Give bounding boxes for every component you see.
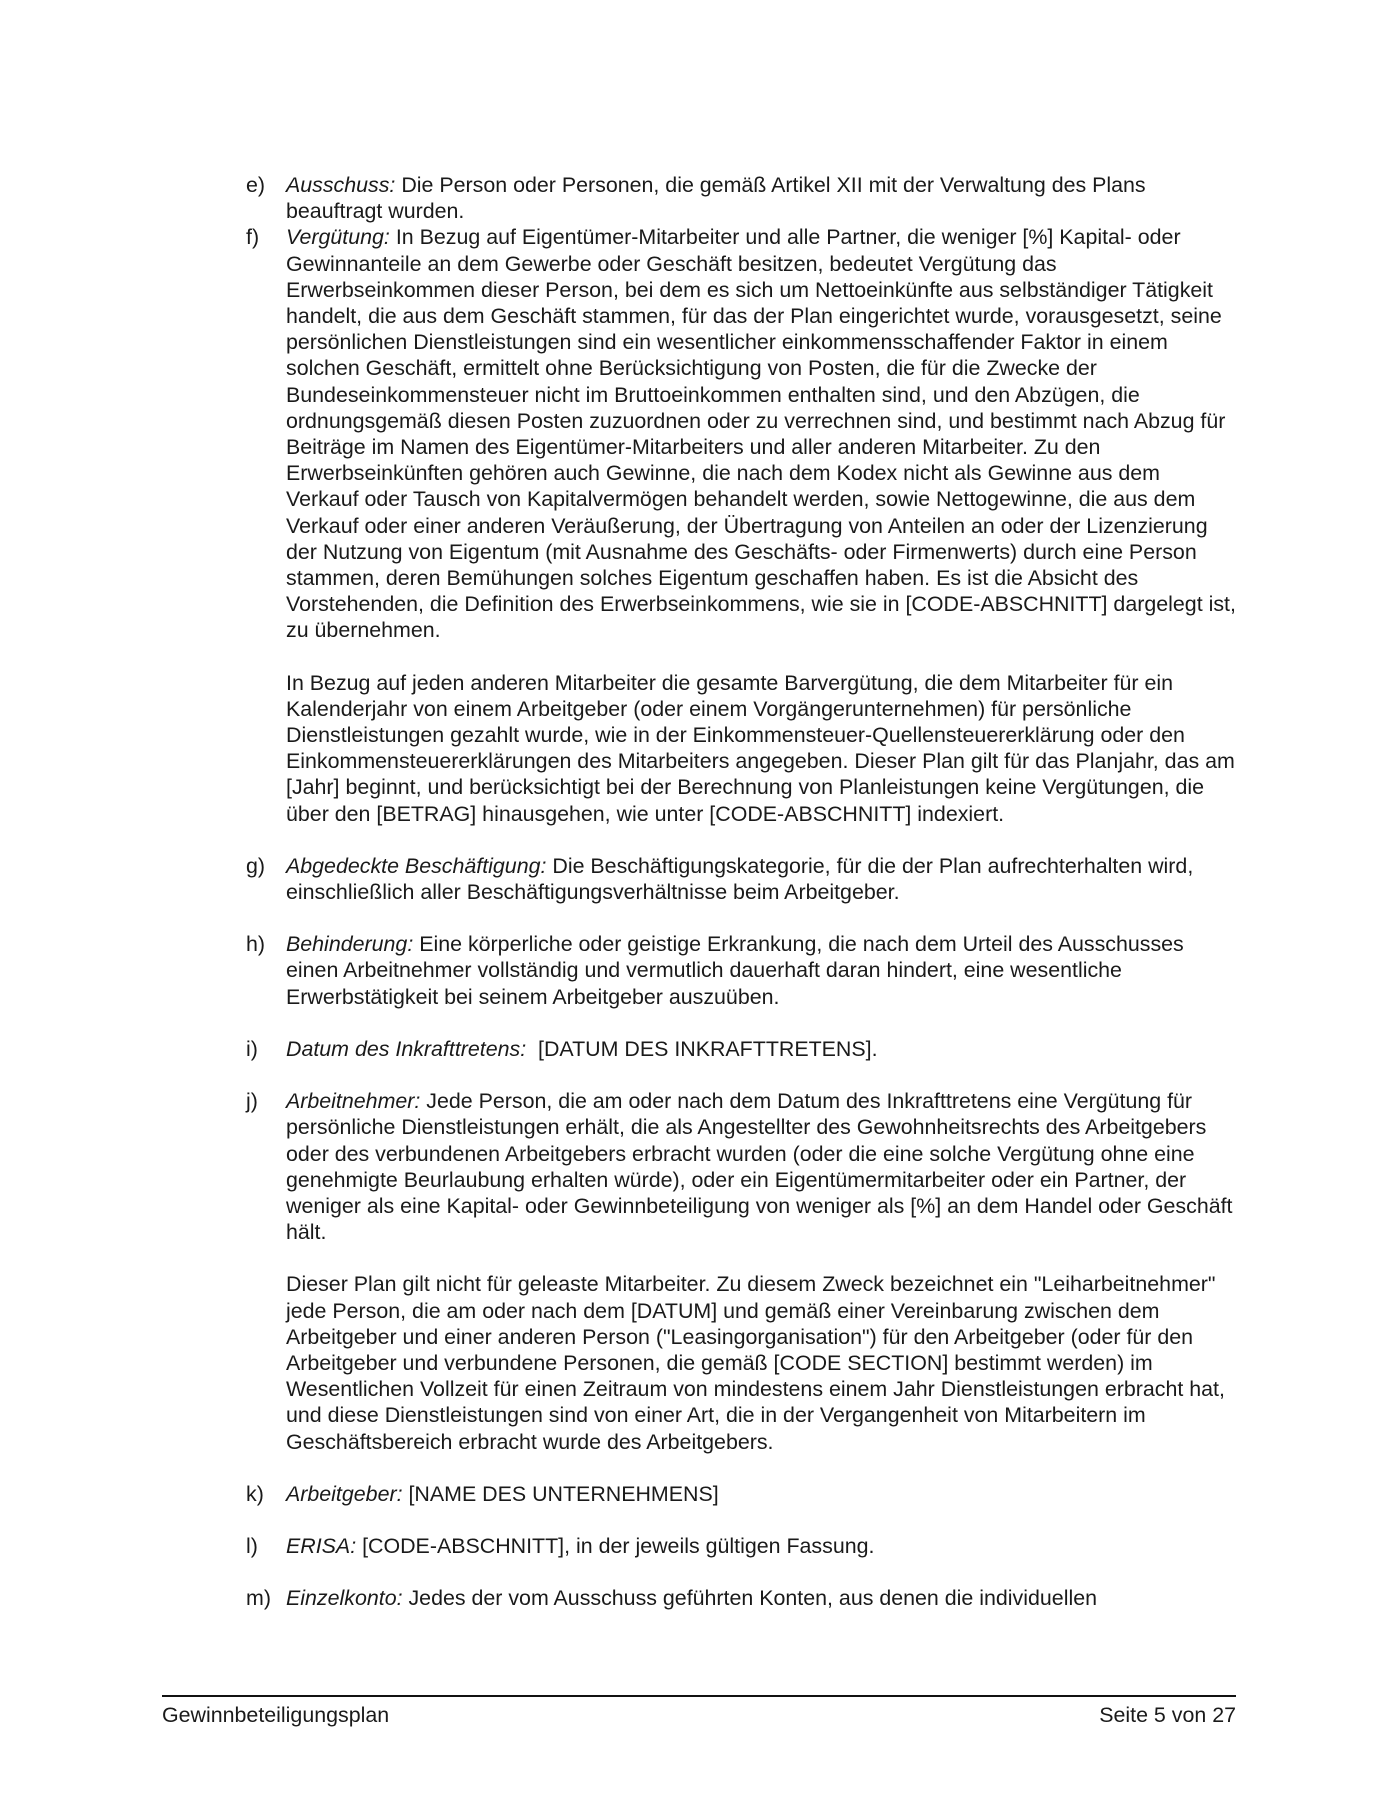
item-letter: h) bbox=[246, 932, 266, 957]
definition-f bbox=[246, 224, 1236, 826]
definition-term: Behinderung: bbox=[286, 932, 414, 957]
definition-text: Die Beschäftigungskategorie, für die der Plan aufrechterhalten wird, einschließlich aller Beschäftigungsverhältnisse beim Arbeitgeber. bbox=[286, 853, 1194, 905]
item-letter: j) bbox=[246, 1089, 258, 1114]
item-letter: l) bbox=[246, 1533, 258, 1558]
definition-text: Jedes der vom Ausschuss geführten Konten, aus denen die individuellen bbox=[402, 1586, 1097, 1611]
definition-term: Ausschuss: bbox=[286, 173, 396, 197]
definition-term: ERISA: bbox=[286, 1533, 357, 1558]
footer-document-title: Gewinnbeteiligungsplan bbox=[162, 1703, 390, 1727]
definition-k bbox=[246, 1481, 1236, 1507]
item-letter: m) bbox=[246, 1586, 271, 1611]
definition-term: Einzelkonto: bbox=[286, 1586, 403, 1611]
definition-text: Die Person oder Personen, die gemäß Artikel XII mit der Verwaltung des Plans beauftragt wurden. bbox=[286, 173, 1146, 224]
definition-term: Arbeitnehmer: bbox=[286, 1089, 421, 1114]
footer-divider bbox=[162, 1695, 1236, 1697]
definition-text: Eine körperliche oder geistige Erkrankung, die nach dem Urteil des Ausschusses einen Arbeitnehmer vollständig und vermutlich dauerhaft daran hindert, eine wesentliche Erwerbstätigkeit bei seinem Arbeitgeber auszuüben. bbox=[286, 932, 1184, 1009]
definition-m bbox=[246, 1585, 1236, 1611]
definition-text: In Bezug auf Eigentümer-Mitarbeiter und alle Partner, die weniger [%] Kapital- oder Gewinnanteile an dem Gewerbe oder Geschäft besitzen, bedeutet Vergütung das Erwerbseinkommen dieser Person, bei dem es sich um Nettoeinkünfte aus selbständiger Tätigkeit handelt, die aus dem Geschäft stammen, für das der Plan eingerichtet wurde, vorausgesetzt, seine persönlichen Dienstleistungen sind ein wesentlicher einkommensschaffender Faktor in einem solchen Geschäft, ermittelt ohne Berücksichtigung von Posten, die für die Zwecke der Bundeseinkommensteuer nicht im Bruttoeinkommen enthalten sind, und den Abzügen, die ordnungsgemäß diesen Posten zuzuordnen oder zu verrechnen sind, und bestimmt nach Abzug für Beiträge im Namen des Eigentümer-Mitarbeiters und aller anderen Mitarbeiter. Zu den Erwerbseinkünften gehören auch Gewinne, die nach dem Kodex nicht als Gewinne aus dem Verkauf oder Tausch von Kapitalvermögen behandelt werden, sowie Nettogewinne, die aus dem Verkauf oder einer anderen Veräußerung, der Übertragung von Anteilen an oder der Lizenzierung der Nutzung von Eigentum (mit Ausnahme des Geschäfts- oder Firmenwerts) durch eine Person stammen, deren Bemühungen solches Eigentum geschaffen haben. Es ist die Absicht des Vorstehenden, die Definition des Erwerbseinkommens, wie sie in [CODE-ABSCHNITT] dargelegt ist, zu übernehmen. bbox=[286, 225, 1236, 643]
definition-e bbox=[246, 172, 1236, 224]
item-letter: e) bbox=[246, 173, 266, 197]
definition-term: Vergütung: bbox=[286, 225, 390, 250]
item-letter: i) bbox=[246, 1036, 258, 1061]
item-letter: f) bbox=[246, 225, 260, 250]
definition-term: Arbeitgeber: bbox=[286, 1481, 403, 1506]
item-letter: k) bbox=[246, 1481, 264, 1506]
definition-g bbox=[246, 853, 1236, 905]
definition-j bbox=[246, 1088, 1236, 1455]
definition-text: Jede Person, die am oder nach dem Datum des Inkrafttretens eine Vergütung für persönliche Dienstleistungen erhält, die als Angestellter des Gewohnheitsrechts des Arbeitgebers oder des verbundenen Arbeitgebers erbracht wurden (oder die eine solche Vergütung ohne eine genehmigte Beurlaubung erhalten würde), oder ein Eigentümermitarbeiter oder ein Partner, der weniger als eine Kapital- oder Gewinnbeteiligung von weniger als [%] an dem Handel oder Geschäft hält. bbox=[286, 1089, 1233, 1245]
definition-i bbox=[246, 1036, 1236, 1062]
definition-text: [CODE-ABSCHNITT], in der jeweils gültigen Fassung. bbox=[356, 1533, 875, 1558]
definition-l bbox=[246, 1533, 1236, 1559]
footer-page-number: Seite 5 von 27 bbox=[1099, 1703, 1236, 1727]
definition-text: [NAME DES UNTERNEHMENS] bbox=[402, 1481, 719, 1506]
definition-text: [DATUM DES INKRAFTTRETENS]. bbox=[526, 1036, 878, 1061]
definition-paragraph: Dieser Plan gilt nicht für geleaste Mitarbeiter. Zu diesem Zweck bezeichnet ein "Leiharbeitnehmer" jede Person, die am oder nach dem [DATUM] und gemäß einer Vereinbarung zwischen dem Arbeitgeber und einer anderen Person ("Leasingorganisation") für den Arbeitgeber (oder für den Arbeitgeber und verbundene Personen, die gemäß [CODE SECTION] bestimmt werden) im Wesentlichen Vollzeit für einen Zeitraum von mindestens einem Jahr Dienstleistungen erbracht hat, und diese Dienstleistungen sind von einer Art, die in der Vergangenheit von Mitarbeitern im Geschäftsbereich erbracht wurde des Arbeitgebers. bbox=[286, 1272, 1225, 1454]
definition-term: Datum des Inkrafttretens: bbox=[286, 1036, 527, 1061]
definitions-list bbox=[246, 172, 1236, 1611]
definition-term: Abgedeckte Beschäftigung: bbox=[286, 853, 547, 878]
definition-paragraph: In Bezug auf jeden anderen Mitarbeiter die gesamte Barvergütung, die dem Mitarbeiter für ein Kalenderjahr von einem Arbeitgeber (oder einem Vorgängerunternehmen) für persönliche Dienstleistungen gezahlt wurde, wie in der Einkommensteuer-Quellensteuererklärung oder den Einkommensteuererklärungen des Mitarbeiters angegeben. Dieser Plan gilt für das Planjahr, das am [Jahr] beginnt, und berücksichtigt bei der Berechnung von Planleistungen keine Vergütungen, die über den [BETRAG] hinausgehen, wie unter [CODE-ABSCHNITT] indexiert. bbox=[286, 670, 1235, 826]
item-letter: g) bbox=[246, 853, 266, 878]
definition-h bbox=[246, 931, 1236, 1010]
